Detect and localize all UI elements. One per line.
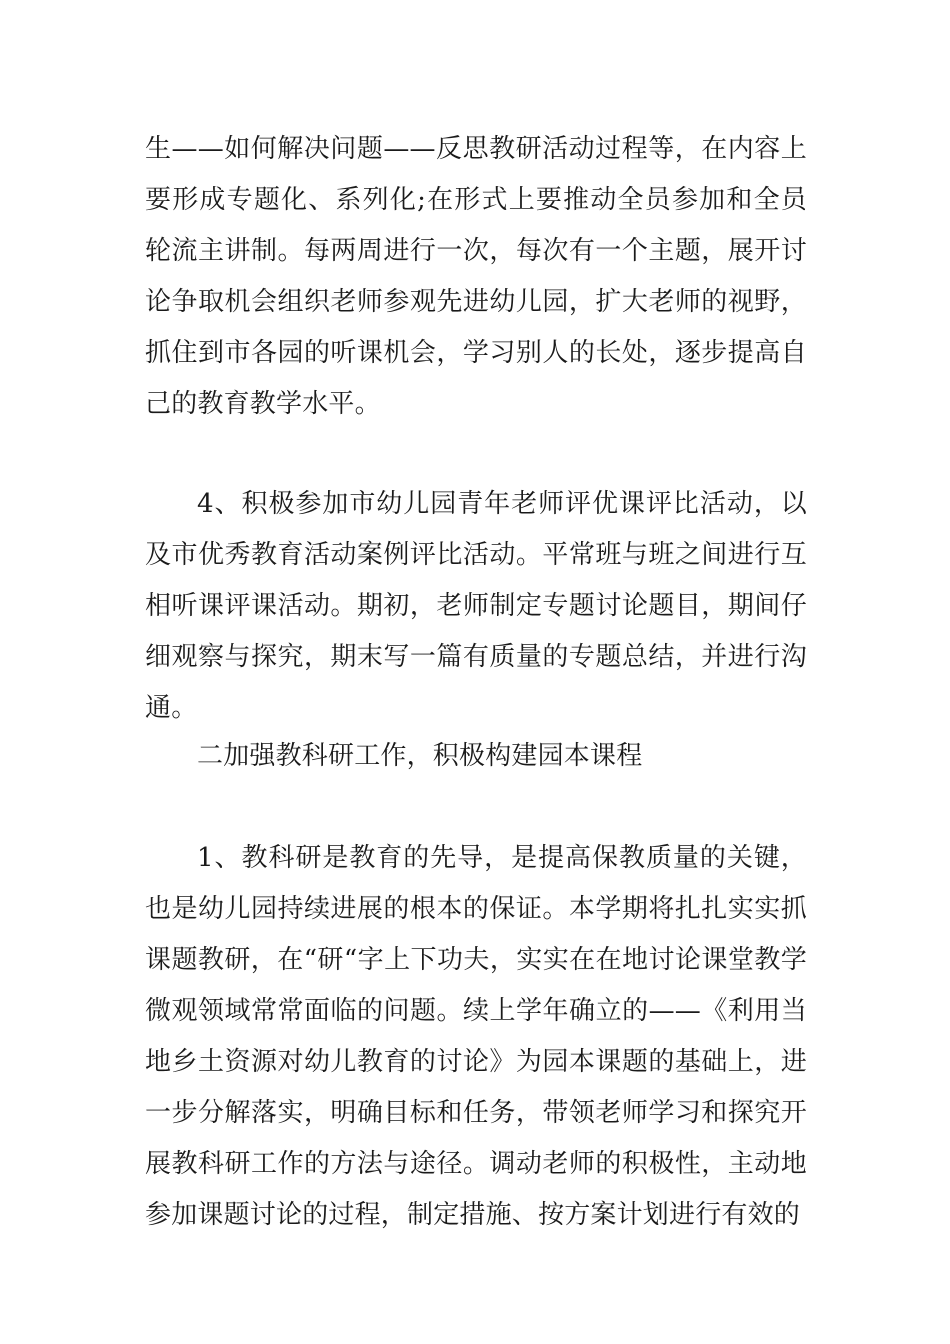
section-heading: 二加强教科研工作，积极构建园本课程 xyxy=(197,741,643,771)
paragraph-continuation: 生——如何解决问题——反思教研活动过程等，在内容上要形成专题化、系列化;在形式上要推动全员参加和全员轮流主讲制。每两周进行一次，每次有一个主题，展开讨论争取机会组织老师参观先进幼儿园，扩大老师的视野，抓住到市各园的听课机会，学习别人的长处，逐步提高自己的教育教学水平。 xyxy=(145,134,807,419)
paragraph-item-4: 4、积极参加市幼儿园青年老师评优课评比活动，以及市优秀教育活动案例评比活动。平常班与班之间进行互相听课评课活动。期初，老师制定专题讨论题目，期间仔细观察与探究，期末写一篇有质量的专题总结，并进行沟通。 xyxy=(145,489,807,723)
paragraph-item-1: 1、教科研是教育的先导，是提高保教质量的关键，也是幼儿园持续进展的根本的保证。本学期将扎扎实实抓课题教研，在“研“字上下功夫，实实在在地讨论课堂教学微观领域常常面临的问题。续上学年确立的——《利用当地乡土资源对幼儿教育的讨论》为园本课题的基础上，进一步分解落实，明确目标和任务，带领老师学习和探究开展教科研工作的方法与途径。调动老师的积极性，主动地参加课题讨论的过程，制定措施、按方案计划进行有效的 xyxy=(145,843,807,1230)
